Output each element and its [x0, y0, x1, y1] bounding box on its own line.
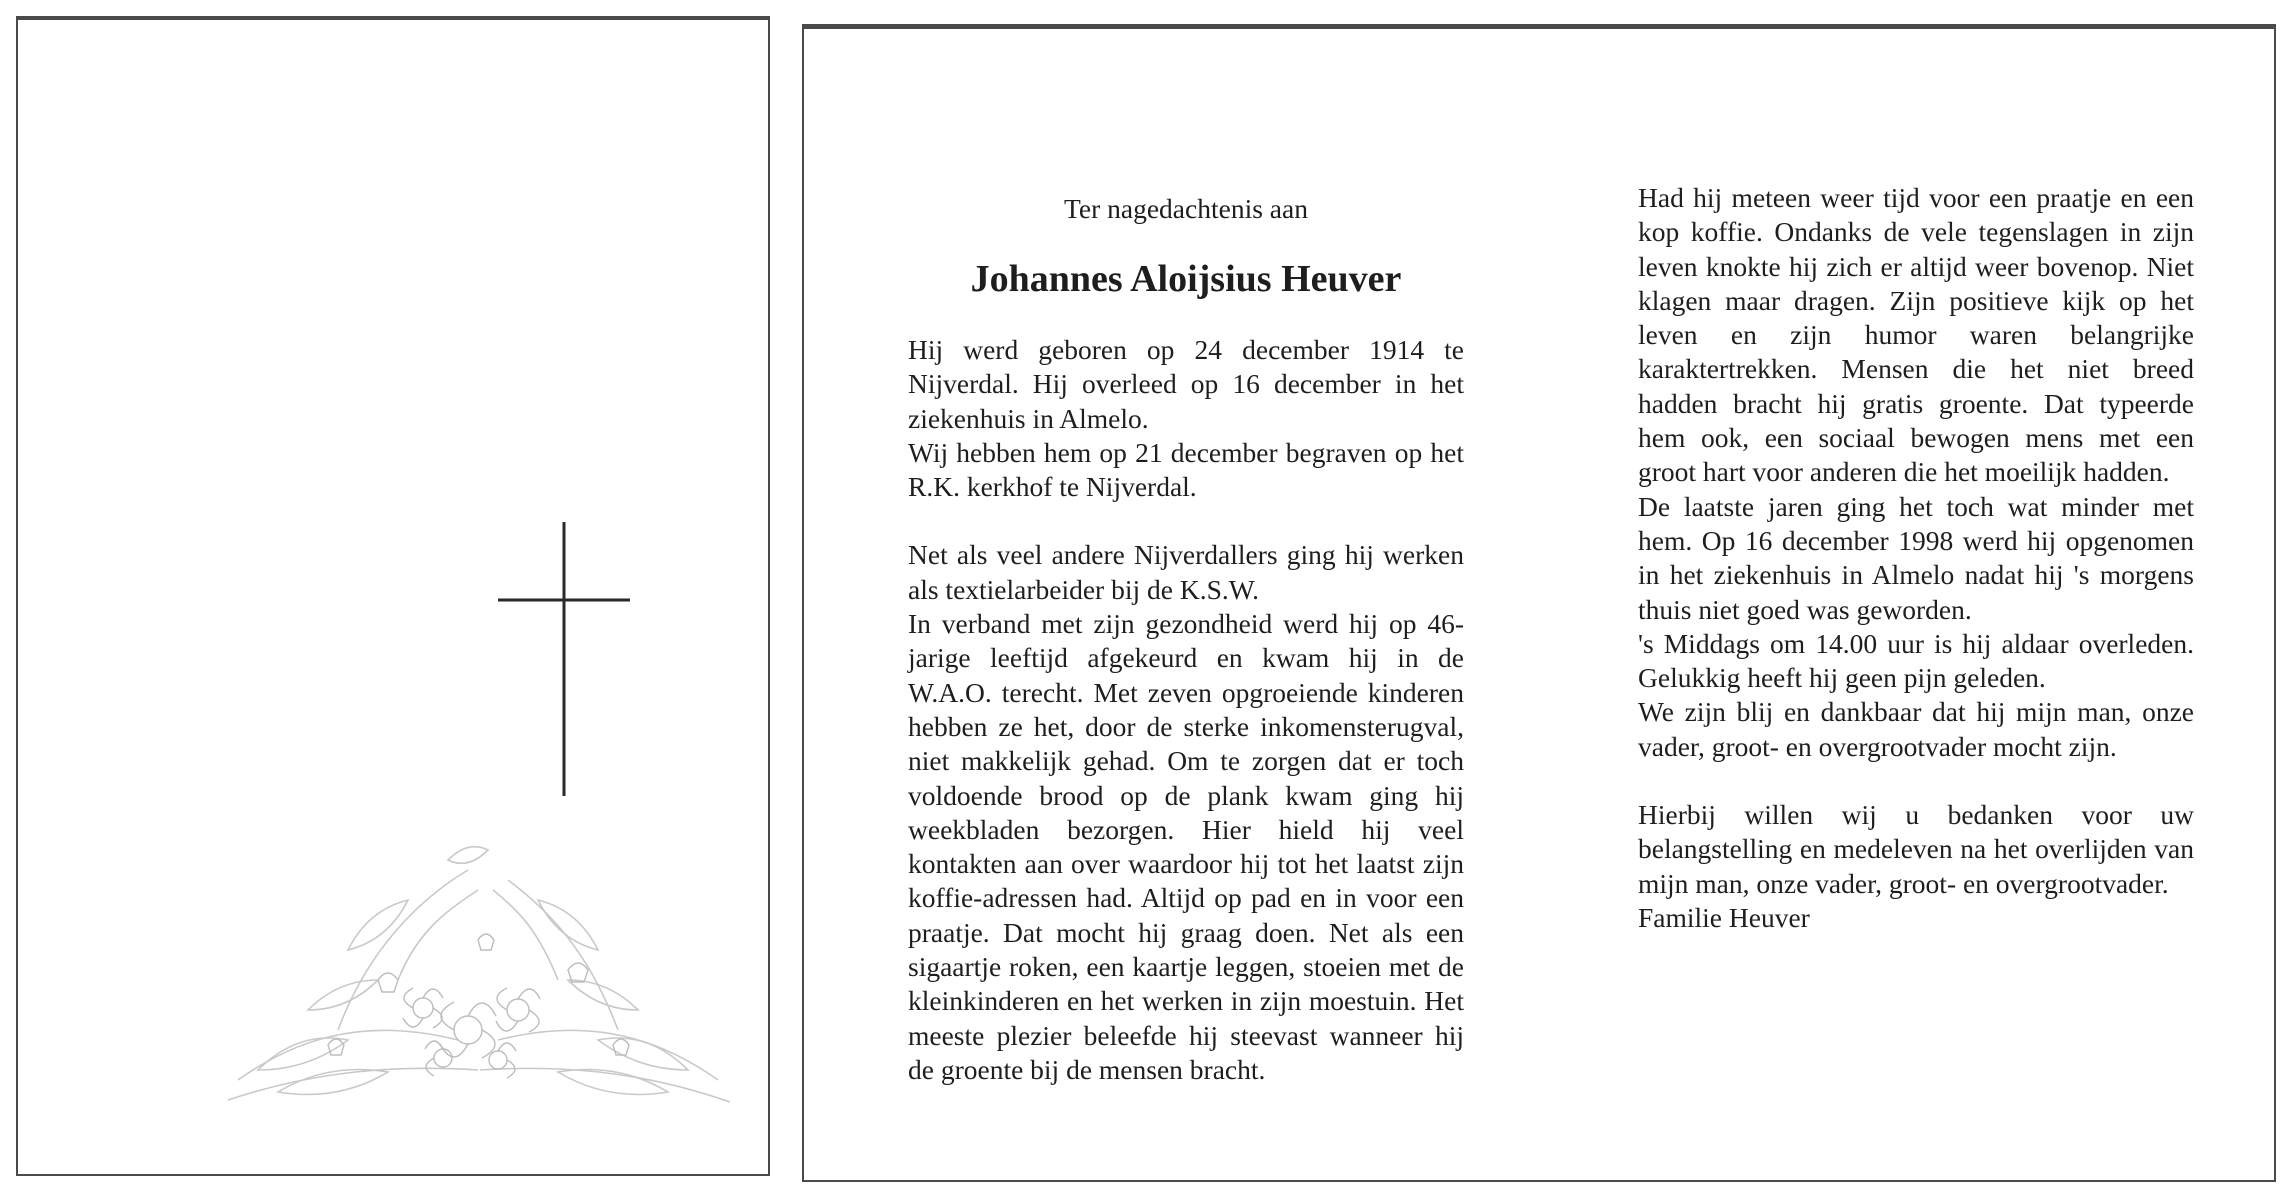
- paragraph-gap: [908, 504, 1464, 538]
- paragraph: Had hij meteen weer tijd voor een praatje en een kop koffie. Ondanks de vele tegenslagen in zijn leven knokte hij zich er altijd weer bovenop. Niet klagen maar dragen. Zijn positieve kijk op het leven en zijn humor waren belangrijke karaktertrekken. Mensen die het niet breed hadden bracht hij gratis groente. Dat typeerde hem ook, een sociaal bewogen mens met een groot hart voor anderen die het moeilijk hadden.: [1638, 182, 2194, 488]
- deceased-name: Johannes Aloijsius Heuver: [970, 258, 1402, 300]
- left-text-column: [908, 333, 1464, 1087]
- paragraph: Net als veel andere Nijverdallers ging hij werken als textielarbeider bij de K.S.W.: [908, 539, 1464, 605]
- paragraph: Wij hebben hem op 21 december begraven op het R.K. kerkhof te Nijverdal.: [908, 436, 1464, 503]
- flower-bouquet-illustration: [218, 830, 738, 1120]
- signature: Familie Heuver: [1638, 901, 1810, 933]
- memorial-card-front: [16, 16, 770, 1176]
- memorial-card-inside: [802, 24, 2276, 1182]
- right-text-column: [1638, 181, 2194, 935]
- intro-line: Ter nagedachtenis aan: [1064, 193, 1308, 224]
- paragraph: 's Middags om 14.00 uur is hij aldaar overleden. Gelukkig heeft hij geen pijn geleden.: [1638, 627, 2194, 694]
- paragraph: De laatste jaren ging het toch wat minder met hem. Op 16 december 1998 werd hij opgenomen in het ziekenhuis in Almelo nadat hij 's morgens thuis niet goed was geworden.: [1638, 490, 2194, 625]
- paragraph: We zijn blij en dankbaar dat hij mijn man, onze vader, groot- en overgrootvader mocht zijn.: [1638, 696, 2194, 762]
- paragraph-gap: [1638, 764, 2194, 798]
- paragraph: In verband met zijn gezondheid werd hij op 46-jarige leeftijd afgekeurd en kwam hij in de W.A.O. terecht. Met zeven opgroeiende kinderen hebben ze het, door de sterke inkomensterugval, niet makkelijk gehad. Om te zorgen dat er toch voldoende brood op de plank kwam ging hij weekbladen bezorgen. Hier hield hij veel kontakten aan over waardoor hij tot het laatst zijn koffie-adressen had. Altijd op pad en in voor een praatje. Dat mocht hij graag doen. Net als een sigaartje roken, een kaartje leggen, stoeien met de kleinkinderen en het werken in zijn moestuin. Het meeste plezier beleefde hij steevast wanneer hij de groente bij de mensen bracht.: [908, 608, 1464, 1085]
- paragraph: Hierbij willen wij u bedanken voor uw belangstelling en medeleven na het overlijden van mijn man, onze vader, groot- en overgrootvader.: [1638, 799, 2194, 899]
- paragraph: Hij werd geboren op 24 december 1914 te Nijverdal. Hij overleed op 16 december in het ziekenhuis in Almelo.: [908, 334, 1464, 434]
